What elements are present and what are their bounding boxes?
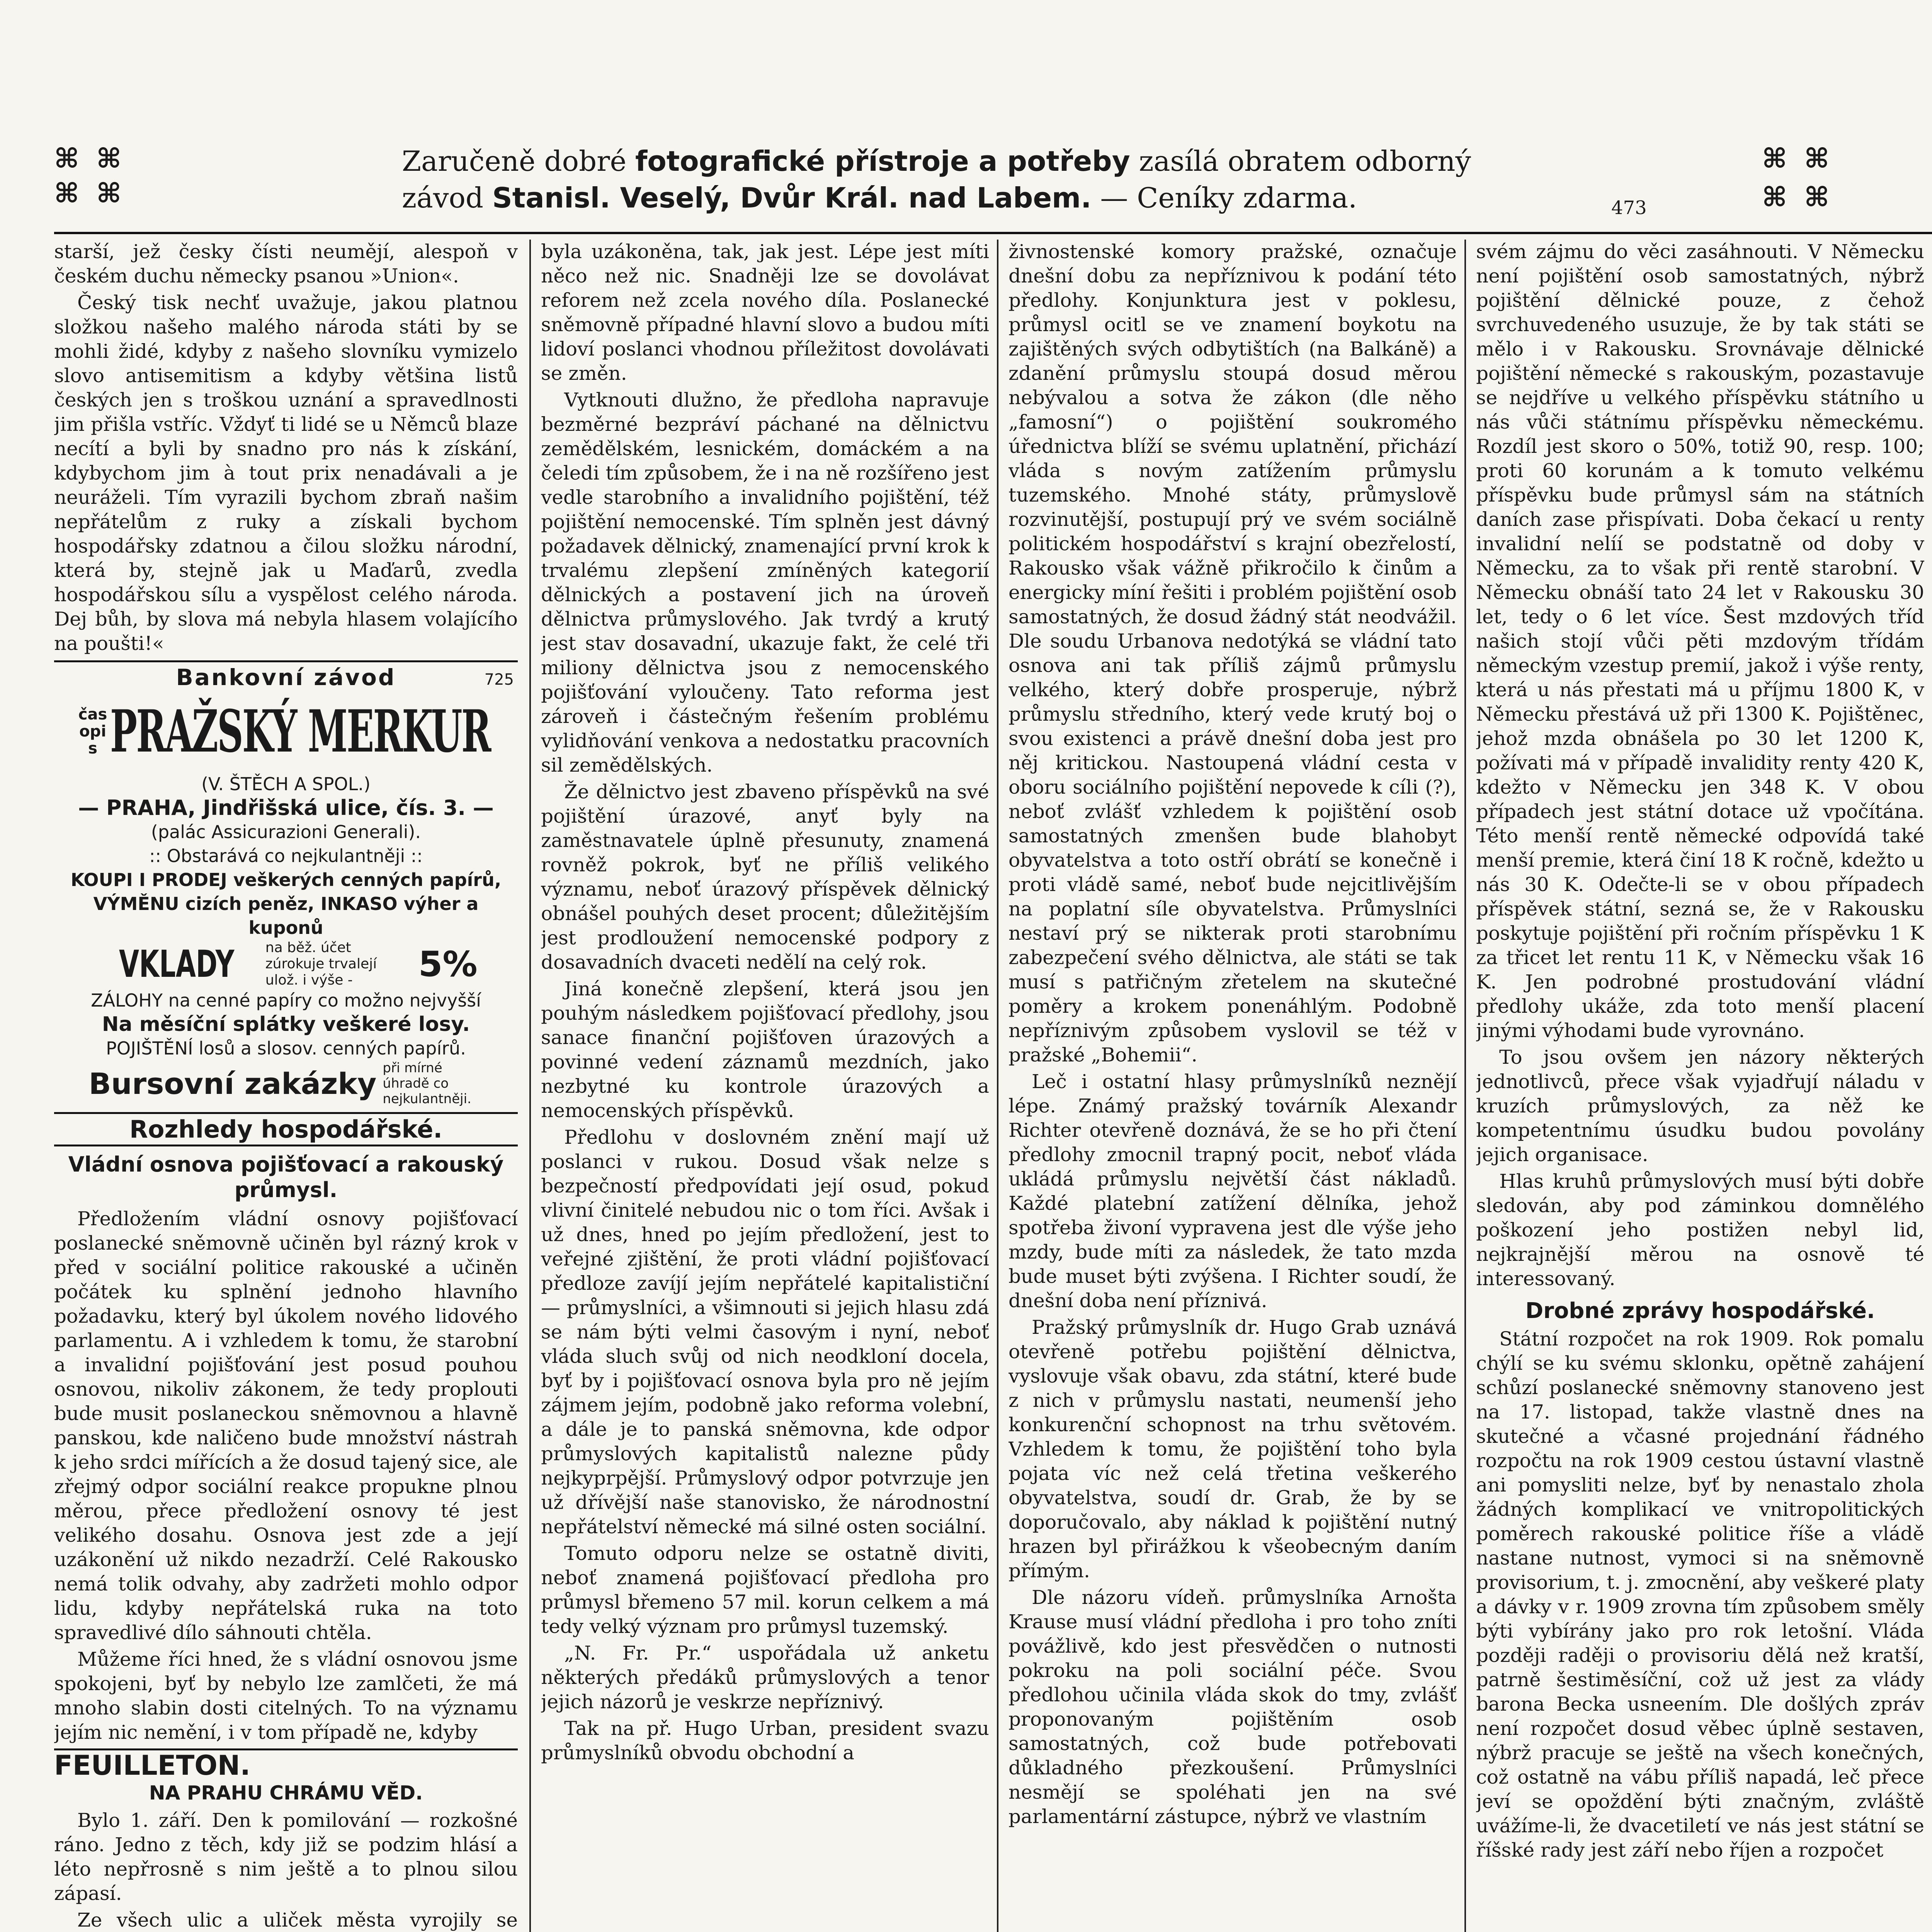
ad-owner: (V. ŠTĚCH A SPOL.) bbox=[201, 774, 371, 794]
header-ornament-right: ⌘ ⌘ bbox=[1762, 143, 1833, 174]
article-paragraph: Předložením vládní osnovy pojišťovací poslanecké sněmovně učiněn byl rázný krok v před v sociální politice rakouské a učiněn počátek ku splnění jednoho hlavního požadavku, který byl úkolem nového lidového parlamentu. A i vzhledem k tomu, že starobní a invalidní pojišťování jest posud pouhou osnovou, nikoliv zákonem, že tedy proplouti bude musit poslaneckou sněmovnou a hlavně panskou, kde naličeno bude množství nástrah k jeho srdci mířících a že dosud tajený sice, ale zřejmý odpor sociální reakce propukne plnou měrou, přece předložení osnovy té jest velikého dosahu. Osnova jest zde a její uzákonění už nikdo nezadrží. Celé Rakousko nemá tolik odvahy, aby zadržeti mohlo odpor lidu, kdyby nepřátelská ruka na toto spravedlivé dílo sáhnouti chtěla. bbox=[54, 1208, 518, 1644]
feuilleton-label: FEUILLETON. bbox=[54, 1748, 518, 1778]
ad-bank-label: Bankovní závod bbox=[176, 664, 396, 690]
col3-paragraph: Pražský průmyslník dr. Hugo Grab uznává otevřeně potřebu pojištění dělnictva, vyslovuje však obavu, zda státní, které bude z nich v průmyslu nastati, neumenší jeho konkurenční schopnost na trhu světovém. Vzhledem k tomu, že pojištění toho byla pojata víc než celá třetina veškerého obyvatelstva, soudí dr. Grab, že by se doporučovalo, aby náklad k pojištění nutný hrazen byl přirážkou k všeobecným daním přímým. bbox=[1009, 1316, 1457, 1582]
ad-obstarava: :: Obstarává co nejkulantněji :: bbox=[149, 845, 423, 866]
col2-paragraph: Předlohu v doslovném znění mají už poslanci v rukou. Dosud však nelze s bezpečností předpovídati její osud, pokud vlivní činitelé nebudou nic o tom říci. Avšak i už dnes, hned po jejím předložení, jest to veřejné zjištění, že proti vládní pojišťovací předloze zavíjí jejím nepřátelé kapitalističní — průmyslníci, a všimnouti si jejich hlasu zdá se nám býti velmi časovým i nyní, neboť vláda sluch svůj od nich neodkloní docela, byť by i pojišťovací osnova byla pro ně jejím zájmem jejím, podobně jako reforma volební, a dále je to panská sněmovna, kde odpor průmyslových kapitalistů nalezne půdy nejkyprpější. Průmyslový odpor potvrzuje jen už dřívější naše stanovisko, že národnostní nepřátelství německé má silné osten sociální. bbox=[541, 1126, 989, 1538]
feuilleton-title: NA PRAHU CHRÁMU VĚD. bbox=[149, 1782, 423, 1804]
column-1 bbox=[54, 240, 518, 1932]
col4-paragraph: Hlas kruhů průmyslových musí býti dobře sledován, aby pod záminkou domnělého poškození jeho postižen nebyl lid, nejkrajnější měrou na osnově té interessovaný. bbox=[1476, 1170, 1924, 1290]
ad-vklady-text: na běž. účet zúrokuje trvalejí ulož. i výše - bbox=[265, 940, 377, 988]
column-2 bbox=[541, 240, 989, 1932]
column-divider bbox=[529, 240, 531, 1932]
ad-koupe: KOUPI I PRODEJ veškerých cenných papírů, bbox=[70, 869, 502, 890]
article-title: Vládní osnova pojišťovací a rakouský průmysl. bbox=[68, 1152, 504, 1202]
ad-zalohy: ZÁLOHY na cenné papíry co možno nejvyšší bbox=[91, 990, 481, 1011]
col2-paragraph: byla uzákoněna, tak, jak jest. Lépe jest míti něco než nic. Snadněji lze se dovolávat reforem než zcela nového díla. Poslanecké sněmovně případné hlavní slovo a budou míti lidoví poslanci vhodnou příležitost dovolávati se změn. bbox=[541, 240, 989, 384]
header-ornament-right-2: ⌘ ⌘ bbox=[1762, 181, 1833, 213]
col2-paragraph: Tomuto odporu nelze se ostatně diviti, neboť znamená pojišťovací předloha pro průmysl břemeno 57 mil. korun celkem a má tedy velký význam pro průmysl tuzemský. bbox=[541, 1542, 989, 1638]
header-ornament-left: ⌘ ⌘ bbox=[54, 143, 126, 174]
ad-address: — PRAHA, Jindřišská ulice, čís. 3. — bbox=[78, 796, 494, 820]
ad-splatky: Na měsíční splátky veškeré losy. bbox=[102, 1013, 470, 1036]
col4-paragraph: To jsou ovšem jen názory některých jednotlivců, přece však vyjadřují náladu v kruzích průmyslových, za něž ke kompetentnímu úsudku budou povolány jejich organisace. bbox=[1476, 1046, 1924, 1166]
feuilleton-paragraph: Ze všech ulic a uliček města vyrojily se bbox=[77, 1909, 518, 1931]
ad-vymena: VÝMĚNU cizích peněz, INKASO výher a kuponů bbox=[93, 893, 479, 938]
ad-pojisteni: POJIŠTĚNÍ losů a slosov. cenných papírů. bbox=[106, 1038, 466, 1059]
ad-bursovni-text: při mírné úhradě co nejkulantněji. bbox=[383, 1060, 471, 1107]
section-heading: Rozhledy hospodářské. bbox=[54, 1112, 518, 1146]
header-advertisement-line-2: závod Stanisl. Veselý, Dvůr Král. nad Labem. — Ceníky zdarma. bbox=[402, 182, 1357, 214]
article-paragraph: Můžeme říci hned, že s vládní osnovou jsme spokojeni, byť by nebylo lze zamlčeti, že má mnoho slabin dosti citelných. To na významu jejím nic nemění, i v tom případě ne, kdyby bbox=[54, 1648, 518, 1743]
col3-paragraph: Dle názoru vídeň. průmyslníka Arnošta Krause musí vládní předloha i pro toho zníti povážlivě, kdo jest přesvědčen o nutnosti pokroku na poli sociální péče. Svou předlohou učinila vláda skok do tmy, zvlášť proponovaným pojištěním osob samostatných, což bude potřebovati důkladného přezkoušení. Průmyslníci nesmějí se spoléhati jen na své parlamentární zástupce, nýbrž ve vlastním bbox=[1009, 1586, 1457, 1828]
ad-number: 725 bbox=[484, 671, 514, 689]
ad-casopis: časopis bbox=[78, 706, 107, 757]
col3-paragraph: Leč i ostatní hlasy průmyslníků neznějí lépe. Známý pražský továrník Alexandr Richter otevřeně doznává, že se ho při čtení předlohy zmocnil trapný pocit, neboť vláda ukládá průmyslu největší část nákladů. Každé platební zatížení dělníka, jehož spotřeba živoní vypravena jest dle výše jeho mzdy, bude míti za následek, že tato mzda bude muset býti zvýšena. I Richter soudí, že dnešní doba není příznivá. bbox=[1009, 1070, 1457, 1312]
page-header bbox=[54, 139, 1932, 228]
news-paragraph: Státní rozpočet na rok 1909. Rok pomalu chýlí se ku svému sklonku, opětně zahájení schůzí poslanecké sněmovny stanoveno jest na 17. listopad, takže vlastně dnes na skutečné a včasné projednání řádného rozpočtu na rok 1909 cestou ústavní vlastně ani pomysliti nelze, byť by nenastalo zhola žádných komplikací ve vnitropolitických poměrech rakouské politice říše a vládě nastane nutnost, vymoci si na sněmovně provisorium, t. j. zmocnění, aby veškeré platy a dávky v r. 1909 zrovna tím způsobem směly býti vybírány jako pro rok letošní. Vláda později raději o provisoriu dělá než kratší, patrně šestiměsíční, což už jest za vlády barona Becka usneením. Dle došlých zpráv není rozpočet dosud věbec úplně sestaven, nýbrž pracuje se ještě na všech konečných, což ostatně na vábu příliš napadá, leč přece jeví se opoždění býti značným, zvláště uvážíme-li, že dvacetiletí ve nás jest státní se říšské rady jest září nebo říjen a rozpočet bbox=[1476, 1328, 1924, 1861]
page-number: 473 bbox=[1611, 197, 1647, 219]
col1-paragraph: Český tisk nechť uvažuje, jakou platnou složkou našeho malého národa státi by se mohli židé, kdyby z našeho slovníku vymizelo slovo antisemitism a kdyby většina listů českých jen s troškou uznání a spravedlnosti jim přišla vstříc. Vždyť ti lidé se u Němců blaze necítí a byli by snadno pro nás k získání, kdybychom jim à tout prix nenadávali a je neuráželi. Tím vyrazili bychom zbraň našim nepřátelům z ruky a získali bychom hospodářsky zdatnou a čilou složku národní, která by, stejně jak u Maďarů, zvedla hospodářskou sílu a vyspělost celého národa. Dej bůh, by slova má nebyla hlasem volajícího na poušti!« bbox=[54, 291, 518, 655]
col2-paragraph: „N. Fr. Pr.“ uspořádala už anketu některých předáků průmyslových a tenor jejich názorů je veskrze nepříznivý. bbox=[541, 1642, 989, 1713]
col2-paragraph: Jiná konečně zlepšení, která jsou jen pouhým následkem pojišťovací předlohy, jsou sanace finanční pojišťoven úrazových a povinné vedení záznamů mezdních, jako nezbytné ku kontrole úrazových a nemocenských příspěvků. bbox=[541, 978, 989, 1122]
column-4 bbox=[1476, 240, 1924, 1932]
col2-paragraph: Že dělnictvo jest zbaveno příspěvků na své pojištění úrazové, anyť byly na zaměstnavatele úplně přesunuty, znamená rovněž pokrok, byť ne příliš velikého významu, neboť úrazový příspěvek dělnický obnášel pouhých deset procent; důležitějším jest prodloužení nemocenské podpory z dosavadních dvaceti nedělí na celý rok. bbox=[541, 781, 989, 973]
news-heading: Drobné zprávy hospodářské. bbox=[1525, 1298, 1875, 1323]
ad-bursovni: Bursovní zakázky bbox=[88, 1066, 377, 1101]
col2-paragraph: Tak na př. Hugo Urban, president svazu průmyslníků obvodu obchodní a bbox=[541, 1717, 989, 1764]
col4-paragraph: svém zájmu do věci zasáhnouti. V Německu není pojištění osob samostatných, nýbrž pojištění dělnické pouze, z čehož svrchuvedeného usuzuje, že by tak státi se mělo i v Rakousku. Srovnávaje dělnické pojištění německé s rakouským, pozastavuje se nejdříve u velkého příspěvku státního u nás vůči státnímu příspěvku německému. Rozdíl jest skoro o 50%, totiž 90, resp. 100; proti 60 korunám a k tomuto velkému příspěvku bude průmysl sám na státních daních zase přispívati. Doba čekací u renty invalidní nelíí se podstatně od doby v Německu, za to však při rentě starobní. V Německu obnáší tato 24 let v Rakousku 30 let, tedy o 6 let více. Šest mzdových tříd našich stojí vůči pěti mzdovým třídám německým vzestup premií, jakož i výše renty, která u nás přestati má u příjmu 1800 K, v Německu přestává už při 1300 K. Pojištěnec, jehož mzda obnášela po 30 let 1200 K, požívati má v případě invalidity renty 420 K, kdežto v Německu jen 348 K. V obou případech jest státní dotace už vpočítána. Této menší rentě německé odpovídá také menší premie, která činí 18 K ročně, kdežto u nás 30 K. Odečte-li se v obou případech příspěvek státní, sezná se, že v Rakousku poskytuje pojištění při ročním příspěvku 1 K za třicet let rentu 11 K, v Německu však 16 K. Jen podrobné prostudování vládní předlohy ukáže, zda toto menší placení jinými výhodami bude vyrovnáno. bbox=[1476, 240, 1924, 1042]
ad-vklady-rate: 5% bbox=[418, 944, 478, 985]
col3-paragraph: živnostenské komory pražské, označuje dnešní dobu za nepříznivou k podání této předlohy. Konjunktura jest v poklesu, průmysl ocitl se ve znamení boykotu na zajištěných svých odbytištích (na Balkáně) a zdanění průmyslu stoupá dosud měrou nebývalou a sotva že zákon (dle něho „famosní“) o pojištění soukromého úřednictva blíží se svému uplatnění, přichází vláda s novým zatížením průmyslu tuzemského. Mnohé státy, průmyslově rozvinutější, postupují prý ve svém sociálně politickém hospodářství s krajní obezřelostí, Rakousko však vážně přikročilo k činům a energicky míní řešiti i problém pojištění osob samostatných, že dosud žádný stát neodvážil. Dle soudu Urbanova nedotýká se vládní tato osnova ani tak příliš zájmů průmyslu velkého, který dobře prosperuje, nýbrž průmyslu středního, který vede krutý boj o svou existenci a právě dnešní doba jest pro něj kritickou. Nastoupená vládní cesta v oboru sociálního pojištění nepovede k cíli (?), neboť zvlášť vzhledem k pojištění osob samostatných zmenšen bude blahobyt obyvatelstva a toto ostří obrátí se konečně i proti vládě samé, neboť bude nejcitlivějším na poplatní síle obyvatelstva. Průmyslníci nestaví prý se nikterak proti starobnímu zabezpečení svého dělnictva, ale státi se tak musí s patřičným zřetelem na skutečné poměry a krokem ponenáhlým. Podobně nepříznivým způsobem vyslovil se též v pražské „Bohemii“. bbox=[1009, 240, 1457, 1066]
column-3 bbox=[1009, 240, 1457, 1932]
col1-paragraph: starší, jež česky čísti neumějí, alespoň v českém duchu německy psanou »Union«. bbox=[54, 240, 518, 287]
header-rule bbox=[54, 232, 1932, 234]
col2-paragraph: Vytknouti dlužno, že předloha napravuje bezměrné bezpráví páchané na dělnictvu zemědělském, lesnickém, domáckém a na čeledi tím způsobem, že i na ně rozšířeno jest vedle starobního a invalidního pojištění, též pojištění nemocenské. Tím splněn jest dávný požadavek dělnický, znamenající první krok k trvalému zlepšení zmíněných kategorií dělnických a postavení jich na úroveň dělnictva průmyslového. Jak tvrdý a krutý jest stav dosavadní, ukazuje fakt, že celé tři miliony dělnictva jsou z nemocenského pojišťování vyloučeny. Tato reforma jest zároveň i částečným řešením problému vylidňování venkova a nedostatku pracovních sil zemědělských. bbox=[541, 389, 989, 776]
column-divider bbox=[997, 240, 998, 1932]
column-divider bbox=[1464, 240, 1466, 1932]
ad-merkur-title: PRAŽSKÝ MERKUR bbox=[110, 697, 490, 765]
header-ornament-left-2: ⌘ ⌘ bbox=[54, 177, 126, 209]
advertisement-prazsky-merkur bbox=[54, 660, 518, 1107]
header-advertisement-line-1: Zaručeně dobré fotografické přístroje a potřeby zasílá obratem odborný bbox=[402, 145, 1471, 177]
ad-vklady-label: VKLADY bbox=[119, 942, 235, 986]
feuilleton-paragraph: Bylo 1. září. Den k pomilování — rozkošné ráno. Jedno z těch, kdy již se podzim hlásí a léto nepřrosně s nim ještě a to plnou silou zápasí. bbox=[54, 1809, 518, 1905]
ad-palace: (palác Assicurazioni Generali). bbox=[151, 821, 421, 842]
